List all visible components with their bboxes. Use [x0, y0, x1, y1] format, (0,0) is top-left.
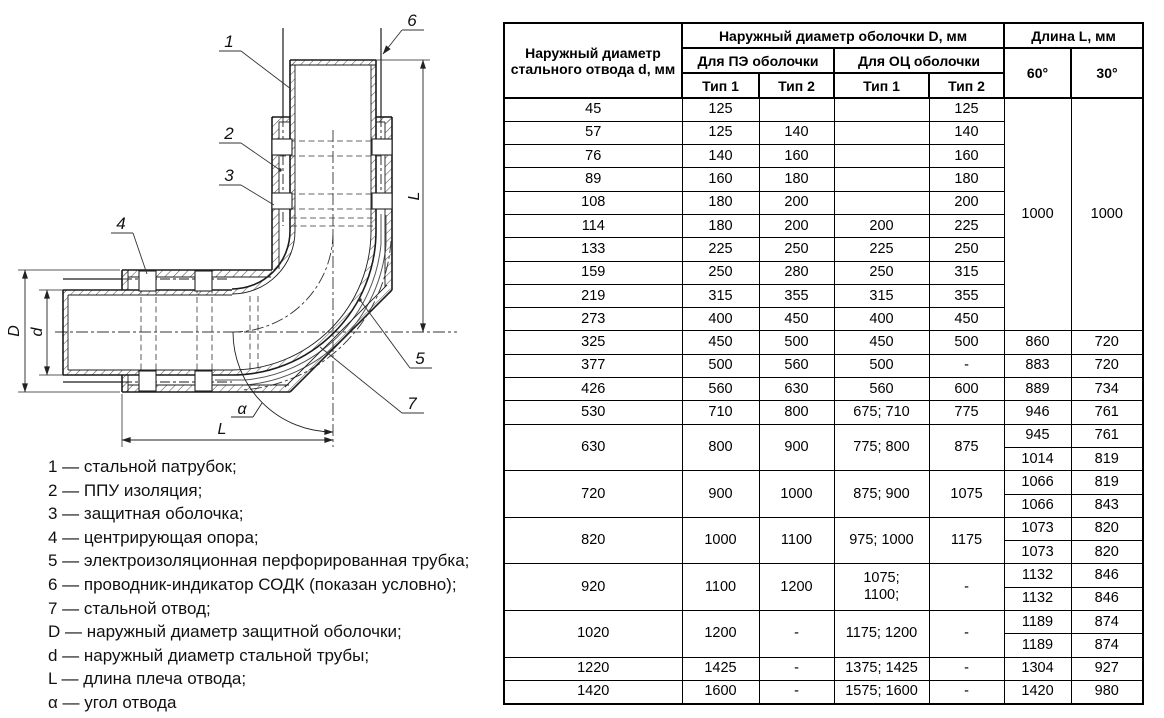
table-row: [504, 378, 1143, 401]
table-cell: 1420: [1004, 680, 1071, 703]
table-cell: 800: [682, 424, 759, 471]
pipe-elbow-diagram: [0, 0, 500, 460]
table-cell: 883: [1004, 354, 1071, 377]
dashed-lines: [141, 141, 384, 384]
legend-item: D — наружный диаметр защитной оболочки;: [48, 622, 402, 642]
table-cell: 1220: [504, 657, 682, 680]
table-cell: -: [929, 657, 1004, 680]
table-cell: 89: [504, 168, 682, 191]
table-cell: 1600: [682, 680, 759, 703]
table-cell: 114: [504, 214, 682, 237]
table-cell: 720: [1071, 331, 1143, 354]
table-cell: 1200: [682, 611, 759, 658]
callout-6: 6: [407, 11, 417, 30]
table-cell: 76: [504, 145, 682, 168]
table-cell: 1000: [759, 471, 834, 518]
table-row: [504, 471, 1143, 494]
table-cell: 500: [929, 331, 1004, 354]
table-row: [504, 517, 1143, 540]
table-row: [504, 657, 1143, 680]
table-cell: 355: [759, 284, 834, 307]
table-cell: -: [759, 611, 834, 658]
callout-4: 4: [116, 214, 126, 233]
table-cell: 133: [504, 238, 682, 261]
header-pe-type2: Тип 2: [759, 73, 834, 98]
table-cell: 530: [504, 401, 682, 424]
dim-alpha-label: α: [237, 401, 247, 418]
table-cell: 1000: [1071, 98, 1143, 331]
table-cell: 1575; 1600: [834, 680, 929, 703]
table-cell: 200: [834, 214, 929, 237]
table-cell: 57: [504, 121, 682, 144]
table-cell: 1200: [759, 564, 834, 611]
legend-item: 4 — центрирующая опора;: [48, 527, 259, 547]
table-cell: 125: [682, 121, 759, 144]
table-cell: 1420: [504, 680, 682, 703]
dimensions-table: [503, 22, 1144, 705]
table-cell: 140: [759, 121, 834, 144]
table-cell: 820: [1071, 517, 1143, 540]
callout-labels: [116, 11, 425, 413]
table-cell: 1189: [1004, 634, 1071, 657]
table-cell: 1075: [929, 471, 1004, 518]
table-cell: 140: [929, 121, 1004, 144]
callout-5: 5: [415, 349, 425, 368]
table-cell: 1175; 1200: [834, 611, 929, 658]
table-cell: 400: [682, 308, 759, 331]
header-60deg: 60°: [1004, 48, 1071, 98]
table-cell: 846: [1071, 564, 1143, 587]
table-cell: 450: [834, 331, 929, 354]
table-cell: 927: [1071, 657, 1143, 680]
table-cell: 889: [1004, 378, 1071, 401]
table-cell: 946: [1004, 401, 1071, 424]
table-cell: 1073: [1004, 517, 1071, 540]
table-cell: 874: [1071, 611, 1143, 634]
table-cell: 846: [1071, 587, 1143, 610]
table-cell: 761: [1071, 424, 1143, 447]
table-cell: 200: [929, 191, 1004, 214]
table-cell: 819: [1071, 447, 1143, 470]
table-cell: 1304: [1004, 657, 1071, 680]
alpha-leader: [253, 403, 262, 417]
table-cell: -: [759, 680, 834, 703]
table-cell: 225: [682, 238, 759, 261]
table-cell: 500: [834, 354, 929, 377]
table-cell: 945: [1004, 424, 1071, 447]
table-cell: [834, 145, 929, 168]
table-cell: 315: [834, 284, 929, 307]
table-cell: 108: [504, 191, 682, 214]
table-cell: 1132: [1004, 587, 1071, 610]
table-cell: 450: [682, 331, 759, 354]
table-cell: 315: [682, 284, 759, 307]
table-cell: 400: [834, 308, 929, 331]
header-pe-type1: Тип 1: [682, 73, 759, 98]
table-row: [504, 98, 1143, 121]
table-cell: 200: [759, 214, 834, 237]
table-cell: 250: [834, 261, 929, 284]
table-header: [504, 23, 1143, 98]
table-cell: 975; 1000: [834, 517, 929, 564]
dim-d-label: d: [29, 327, 46, 337]
table-cell: 875: [929, 424, 1004, 471]
table-cell: 450: [759, 308, 834, 331]
table-cell: 1425: [682, 657, 759, 680]
table-cell: 720: [1071, 354, 1143, 377]
table-cell: 675; 710: [834, 401, 929, 424]
table-cell: 734: [1071, 378, 1143, 401]
table-cell: 900: [759, 424, 834, 471]
header-length-group: Длина L, мм: [1004, 23, 1143, 48]
table-cell: 159: [504, 261, 682, 284]
header-steel-diameter: Наружный диаметр стального отвода d, мм: [504, 23, 682, 98]
table-cell: 1020: [504, 611, 682, 658]
table-cell: 875; 900: [834, 471, 929, 518]
table-cell: 377: [504, 354, 682, 377]
legend-item: 6 — проводник-индикатор СОДК (показан условно);: [48, 574, 457, 594]
table-cell: 426: [504, 378, 682, 401]
table-row: [504, 680, 1143, 703]
table-cell: 1375; 1425: [834, 657, 929, 680]
table-cell: 500: [759, 331, 834, 354]
casing: [122, 117, 392, 392]
table-cell: [834, 168, 929, 191]
header-30deg: 30°: [1071, 48, 1143, 98]
table-cell: 315: [929, 261, 1004, 284]
table-row: [504, 331, 1143, 354]
table-cell: 180: [682, 191, 759, 214]
table-cell: 180: [929, 168, 1004, 191]
table-row: [504, 611, 1143, 634]
table-cell: 273: [504, 308, 682, 331]
table-cell: 820: [1071, 541, 1143, 564]
table-cell: 1000: [1004, 98, 1071, 331]
legend-item: α — угол отвода: [48, 692, 177, 712]
table-cell: 761: [1071, 401, 1143, 424]
table-cell: -: [929, 611, 1004, 658]
table-cell: 560: [759, 354, 834, 377]
table-cell: 1075; 1100;: [834, 564, 929, 611]
table-cell: 140: [682, 145, 759, 168]
table-cell: 200: [759, 191, 834, 214]
table-cell: 325: [504, 331, 682, 354]
table-cell: 180: [682, 214, 759, 237]
table-cell: 160: [929, 145, 1004, 168]
table-cell: 1189: [1004, 611, 1071, 634]
table-row: [504, 564, 1143, 587]
table-cell: -: [929, 680, 1004, 703]
header-oc-casing: Для ОЦ оболочки: [834, 48, 1004, 73]
table-row: [504, 424, 1143, 447]
table-cell: -: [929, 354, 1004, 377]
header-oc-type2: Тип 2: [929, 73, 1004, 98]
callout-3: 3: [224, 166, 234, 185]
table-cell: 1066: [1004, 471, 1071, 494]
table-cell: 1014: [1004, 447, 1071, 470]
table-cell: 45: [504, 98, 682, 121]
table-cell: 125: [929, 98, 1004, 121]
table-cell: 1100: [682, 564, 759, 611]
table-row: [504, 354, 1143, 377]
table-cell: 600: [929, 378, 1004, 401]
callout-7: 7: [407, 394, 417, 413]
table-cell: 225: [929, 214, 1004, 237]
table-cell: 560: [834, 378, 929, 401]
header-oc-type1: Тип 1: [834, 73, 929, 98]
steel-pipe: [63, 60, 376, 375]
table-cell: 1100: [759, 517, 834, 564]
dim-L-vertical-label: L: [406, 191, 423, 201]
table-cell: 1066: [1004, 494, 1071, 517]
table-cell: 560: [682, 378, 759, 401]
table-cell: 630: [759, 378, 834, 401]
legend: [48, 455, 469, 715]
table-cell: 1000: [682, 517, 759, 564]
table-cell: 250: [759, 238, 834, 261]
table-cell: 1175: [929, 517, 1004, 564]
table-cell: 250: [682, 261, 759, 284]
table-cell: 1073: [1004, 541, 1071, 564]
table-cell: 860: [1004, 331, 1071, 354]
legend-item: d — наружный диаметр стальной трубы;: [48, 645, 370, 665]
table-cell: 980: [1071, 680, 1143, 703]
table-cell: 900: [682, 471, 759, 518]
legend-item: L — длина плеча отвода;: [48, 669, 247, 689]
table-cell: 820: [504, 517, 682, 564]
table-cell: 180: [759, 168, 834, 191]
table-cell: 1132: [1004, 564, 1071, 587]
table-cell: 800: [759, 401, 834, 424]
table-cell: -: [759, 657, 834, 680]
table-cell: 710: [682, 401, 759, 424]
table-cell: 819: [1071, 471, 1143, 494]
table-cell: [759, 98, 834, 121]
table-cell: 160: [682, 168, 759, 191]
legend-item: 5 — электроизоляционная перфорированная трубка;: [48, 551, 470, 571]
table-cell: 843: [1071, 494, 1143, 517]
callout-2: 2: [224, 124, 234, 143]
legend-item: 3 — защитная оболочка;: [48, 504, 244, 524]
table-cell: 160: [759, 145, 834, 168]
table-cell: 125: [682, 98, 759, 121]
table-cell: [834, 98, 929, 121]
table-cell: -: [929, 564, 1004, 611]
table-cell: 630: [504, 424, 682, 471]
table-cell: 874: [1071, 634, 1143, 657]
table-cell: 500: [682, 354, 759, 377]
legend-item: 7 — стальной отвод;: [48, 598, 211, 618]
legend-item: 2 — ППУ изоляция;: [48, 480, 203, 500]
dim-L-horizontal-label: L: [217, 421, 227, 438]
table-cell: 280: [759, 261, 834, 284]
table-cell: 250: [929, 238, 1004, 261]
table-cell: 775; 800: [834, 424, 929, 471]
table-cell: [834, 121, 929, 144]
table-cell: 775: [929, 401, 1004, 424]
header-pe-casing: Для ПЭ оболочки: [682, 48, 834, 73]
legend-item: 1 — стальной патрубок;: [48, 457, 237, 476]
table-row: [504, 401, 1143, 424]
dim-D-label: D: [6, 325, 23, 337]
table-cell: [834, 191, 929, 214]
table-cell: 450: [929, 308, 1004, 331]
table-cell: 219: [504, 284, 682, 307]
table-cell: 355: [929, 284, 1004, 307]
centering-supports: [139, 139, 392, 391]
callout-1: 1: [224, 32, 234, 51]
table-cell: 920: [504, 564, 682, 611]
header-casing-diameter-group: Наружный диаметр оболочки D, мм: [682, 23, 1004, 48]
table-cell: 720: [504, 471, 682, 518]
table-cell: 225: [834, 238, 929, 261]
